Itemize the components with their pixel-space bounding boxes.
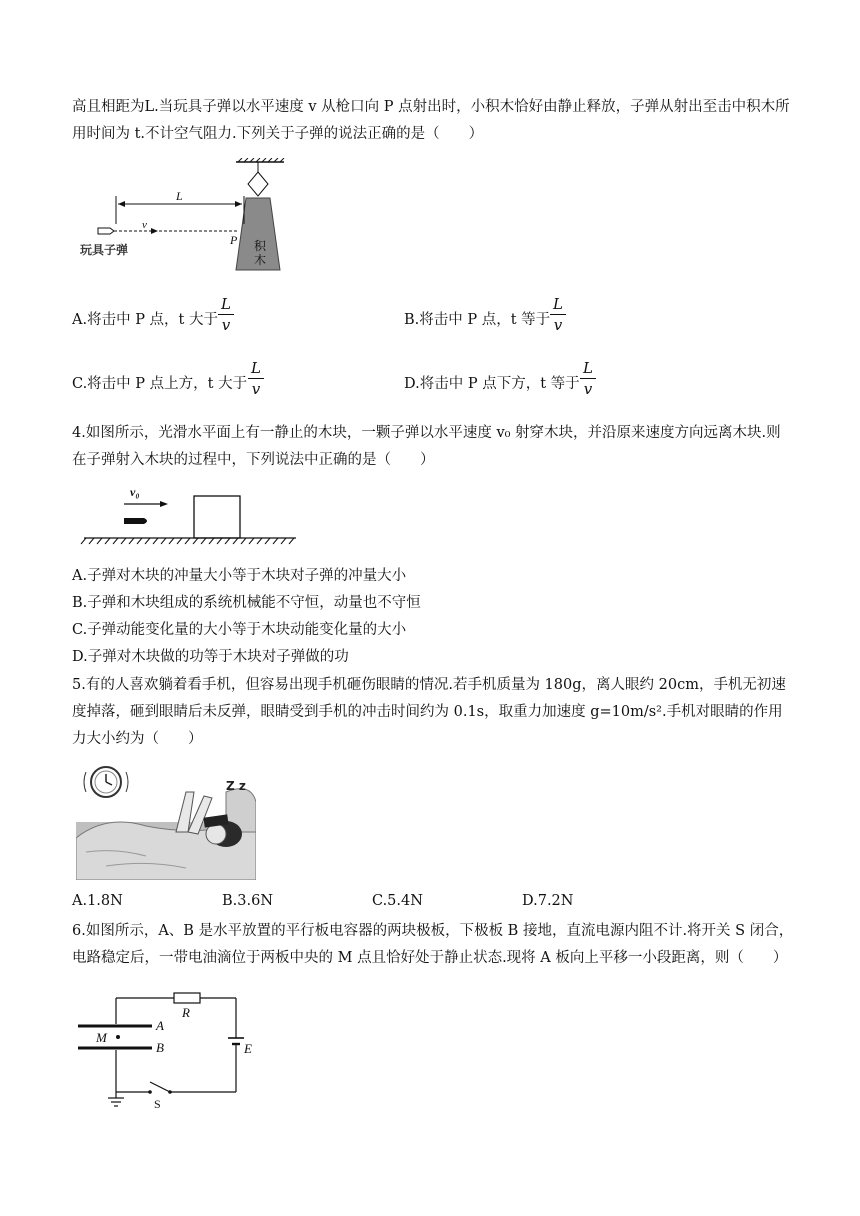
q5-option-a: A.1.8N bbox=[72, 893, 123, 909]
q4-option-d: D.子弹对木块做的功等于木块对子弹做的功 bbox=[72, 649, 349, 665]
q5-option-c: C.5.4N bbox=[372, 893, 423, 909]
snore-text: Z z bbox=[226, 779, 246, 793]
q6-stem: 6.如图所示，A、B 是水平放置的平行板电容器的两块极板，下极板 B 接地，直流电源内阻不计.将开关 S 闭合，电路稳定后，一带电油滴位于两板中央的 M 点且恰好处于静止状态.现将 A 板向上平移一小段距离，则（ ） bbox=[72, 923, 794, 966]
label-M: M bbox=[96, 1030, 107, 1045]
q4-figure bbox=[80, 484, 300, 550]
q3-stem: 高且相距为L.当玩具子弹以水平速度 v 从枪口向 P 点射出时，小积木恰好由静止释放，子弹从射出至击中积木所用时间为 t.不计空气阻力.下列关于子弹的说法正确的是（ ） bbox=[72, 99, 790, 142]
q5-option-d: D.7.2N bbox=[522, 893, 574, 909]
label-B: B bbox=[156, 1040, 164, 1055]
block-label-top: 积 bbox=[254, 239, 267, 253]
q4-option-b: B.子弹和木块组成的系统机械能不守恒，动量也不守恒 bbox=[72, 595, 421, 611]
q3-option-d: D.将击中 P 点下方，t 等于 bbox=[404, 376, 580, 392]
q6-circuit bbox=[74, 990, 274, 1112]
q3-option-c-fraction: L v bbox=[248, 360, 264, 397]
label-L: L bbox=[176, 189, 183, 203]
q3-option-a-fraction: L v bbox=[218, 296, 234, 333]
q4-option-c: C.子弹动能变化量的大小等于木块动能变化量的大小 bbox=[72, 622, 407, 638]
q3-figure bbox=[78, 158, 308, 278]
q3-option-a: A.将击中 P 点，t 大于 bbox=[72, 312, 218, 328]
q5-stem: 5.有的人喜欢躺着看手机，但容易出现手机砸伤眼睛的情况.若手机质量为 180g，离人眼约 20cm，手机无初速度掉落，砸到眼睛后未反弹，眼睛受到手机的冲击时间约为 0.1s，取重力加速度 g=10m/s².手机对眼睛的作用力大小约为（ ） bbox=[72, 677, 786, 747]
label-P: P bbox=[230, 233, 238, 247]
label-v: v bbox=[142, 219, 147, 231]
q3-option-c: C.将击中 P 点上方，t 大于 bbox=[72, 376, 248, 392]
q5-illustration bbox=[76, 762, 256, 880]
q3-option-b-fraction: L v bbox=[550, 296, 566, 333]
label-E: E bbox=[244, 1041, 252, 1056]
label-v0: v₀ bbox=[130, 485, 140, 499]
q3-option-d-fraction: L v bbox=[580, 360, 596, 397]
label-S: S bbox=[154, 1097, 161, 1111]
label-R: R bbox=[182, 1005, 190, 1020]
block-label-bottom: 木 bbox=[254, 253, 267, 267]
label-bullet: 玩具子弹 bbox=[80, 243, 129, 257]
label-A: A bbox=[156, 1018, 164, 1033]
q4-stem: 4.如图所示，光滑水平面上有一静止的木块，一颗子弹以水平速度 v₀ 射穿木块，并沿原来速度方向远离木块.则在子弹射入木块的过程中，下列说法中正确的是（ ） bbox=[72, 425, 781, 468]
q3-option-b: B.将击中 P 点，t 等于 bbox=[404, 312, 551, 328]
q4-option-a: A.子弹对木块的冲量大小等于木块对子弹的冲量大小 bbox=[72, 568, 407, 584]
q5-option-b: B.3.6N bbox=[222, 893, 274, 909]
